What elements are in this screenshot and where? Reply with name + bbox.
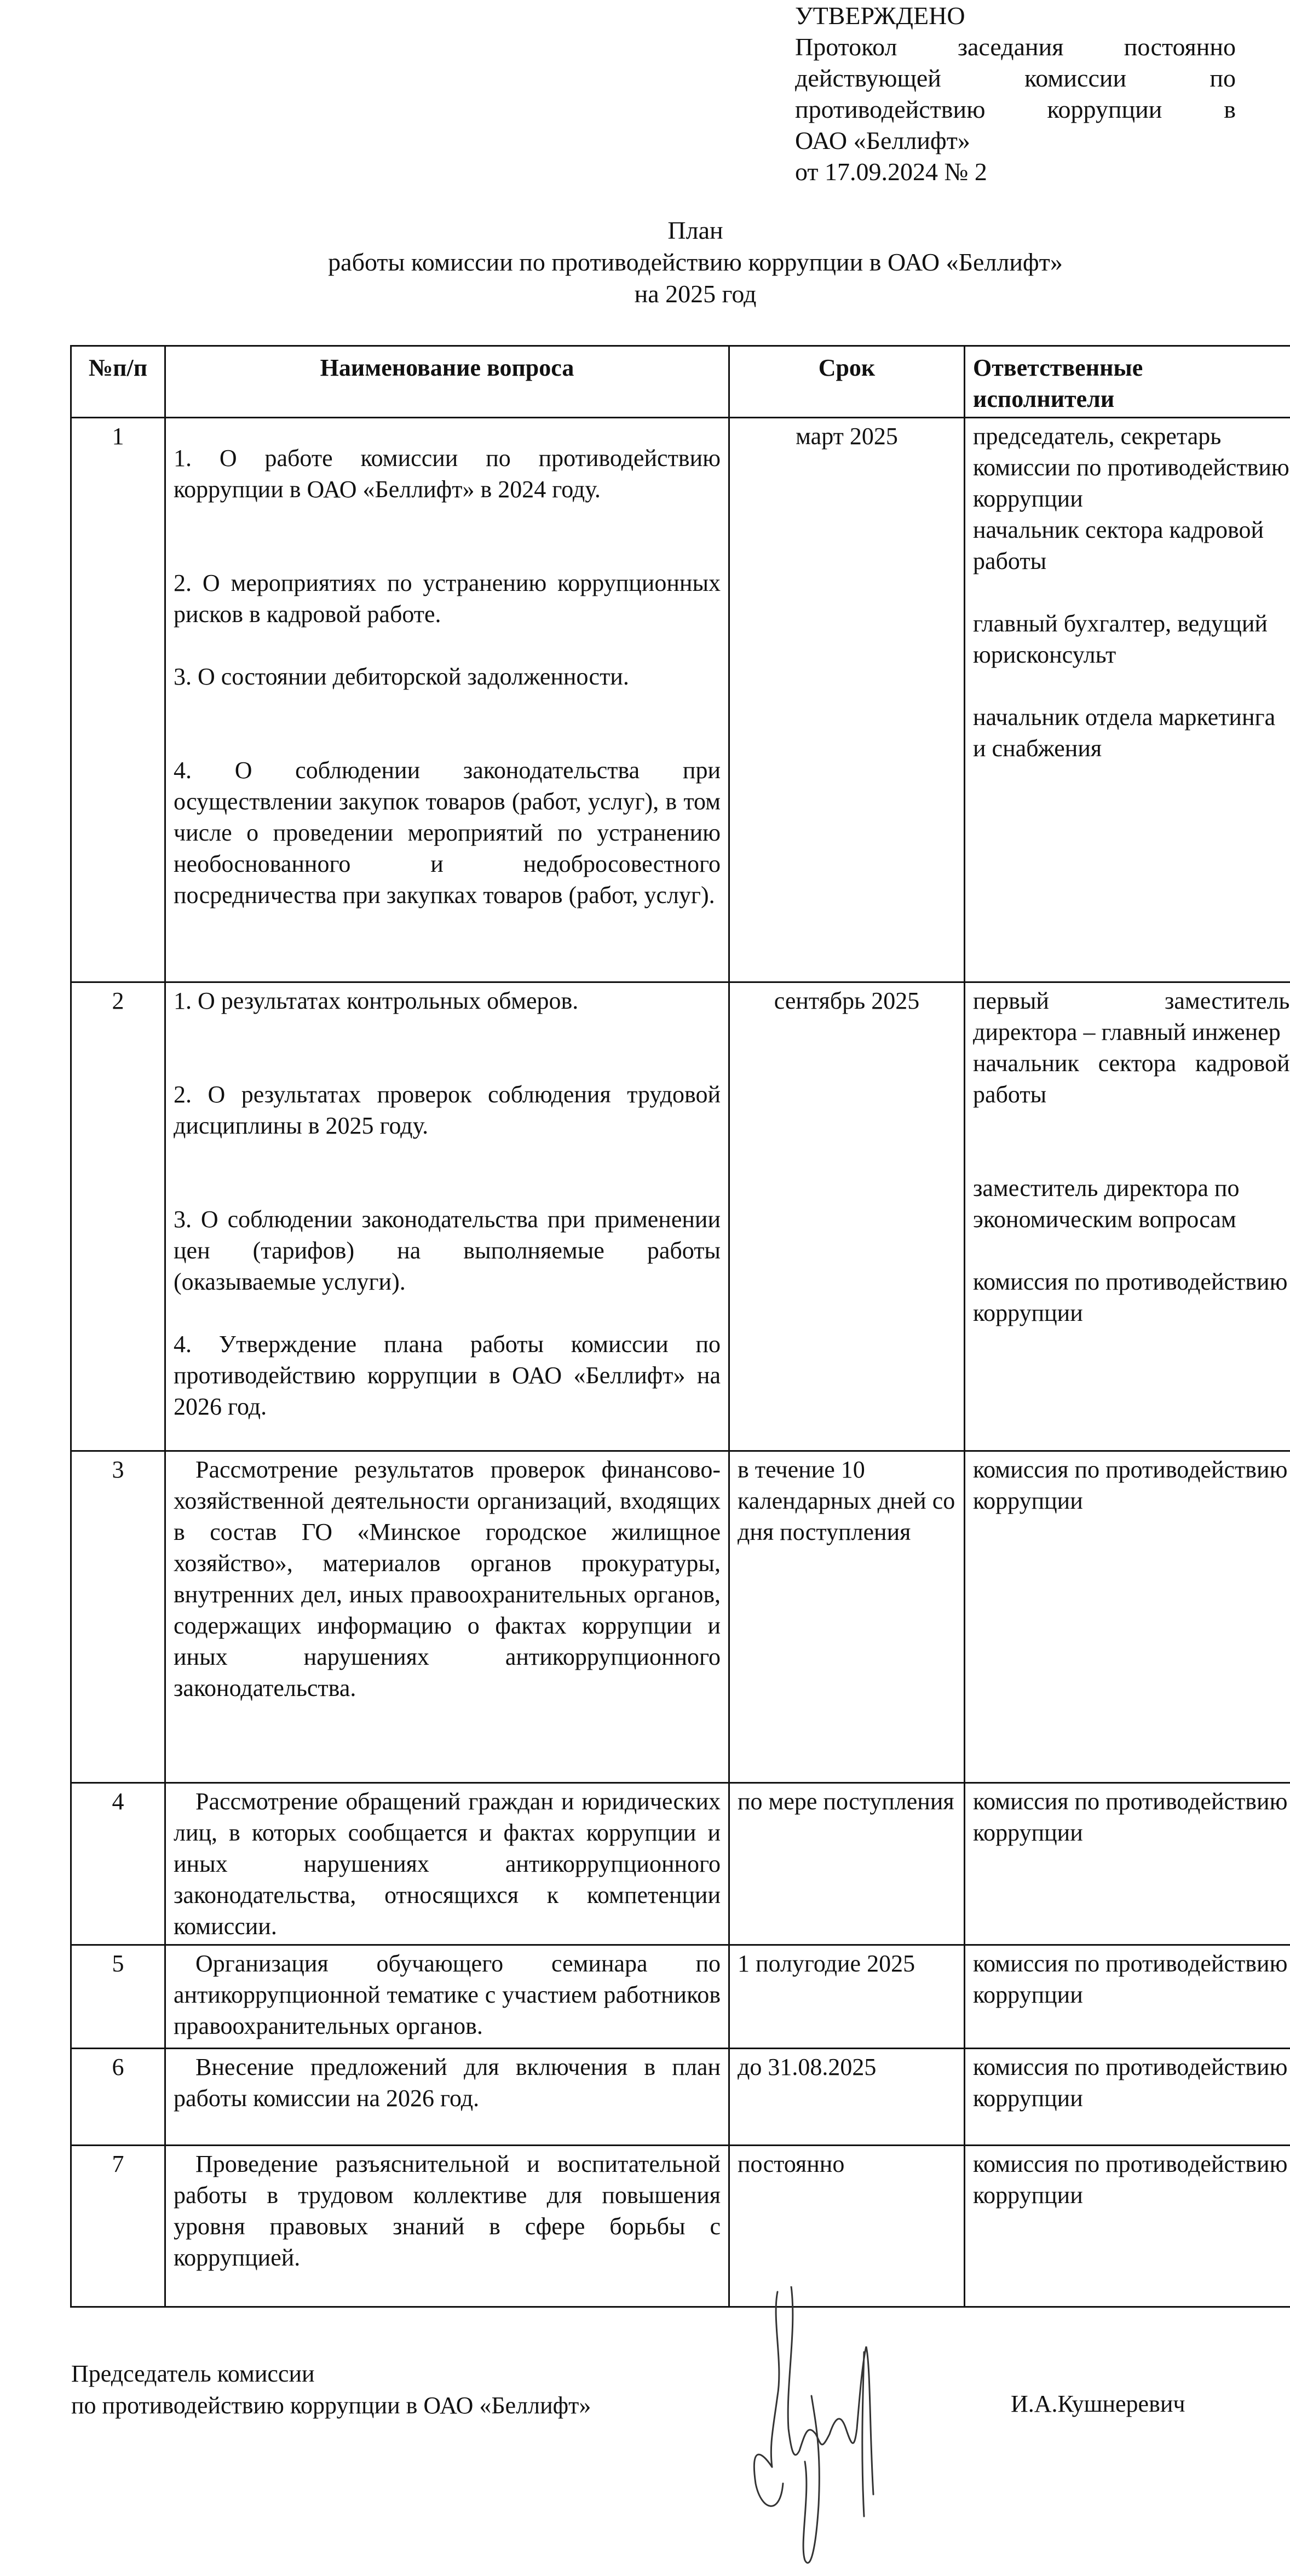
question-item: Организация обучающего семинара по антикоррупционной тематике с участием работников правоохранительных органов. [174,1950,721,2039]
table-row [71,2146,1290,2307]
question-item: Проведение разъяснительной и воспитательной работы в трудовом коллективе для повышения уровня правовых знаний в сфере борьбы с коррупцией. [174,2150,721,2271]
row-responsible: комиссия по противодействию коррупции [965,2146,1290,2307]
row-question [165,2049,729,2146]
question-item: 2. О мероприятиях по устранению коррупционных рисков в кадровой работе. [174,570,721,628]
responsible-item: первый заместитель директора – главный инженер [973,987,1290,1045]
signature-block [71,2358,591,2422]
row-question [165,1783,729,1945]
header-question: Наименование вопроса [165,346,729,418]
row-number: 5 [71,1945,165,2049]
question-item: 2. О результатах проверок соблюдения трудовой дисциплины в 2025 году. [174,1081,721,1139]
signer-role-line-2: по противодействию коррупции в ОАО «Беллифт» [71,2392,591,2419]
approval-stamp [795,0,1236,187]
row-question [165,418,729,982]
title-line-3: на 2025 год [634,280,757,308]
approval-heading: УТВЕРЖДЕНО [795,2,965,30]
table-row [71,2049,1290,2146]
approval-line: действующей комиссии по [795,64,1236,92]
approval-line: Протокол заседания постоянно [795,33,1236,61]
row-number: 7 [71,2146,165,2307]
row-responsible: комиссия по противодействию коррупции [965,1783,1290,1945]
question-item: Внесение предложений для включения в план работы комиссии на 2026 год. [174,2054,721,2112]
row-term: в течение 10 календарных дней со дня поступления [729,1451,965,1783]
question-item: 1. О результатах контрольных обмеров. [174,987,579,1014]
table-row [71,1783,1290,1945]
row-responsible: комиссия по противодействию коррупции [965,2049,1290,2146]
question-item: 4. Утверждение плана работы комиссии по противодействию коррупции в ОАО «Беллифт» на 2026 год. [174,1331,721,1420]
row-term: март 2025 [729,418,965,982]
table-row [71,1451,1290,1783]
handwritten-signature-icon [739,2286,947,2571]
row-term: сентябрь 2025 [729,982,965,1451]
question-item: 1. О работе комиссии по противодействию коррупции в ОАО «Беллифт» в 2024 году. [174,445,721,503]
responsible-item: комиссия по противодействию коррупции [973,1268,1288,1326]
table-row [71,982,1290,1451]
title-line-1: План [667,216,723,244]
responsible-item: начальник отдела маркетинга и снабжения [973,704,1276,762]
row-term: постоянно [729,2146,965,2307]
row-number: 4 [71,1783,165,1945]
row-question [165,1945,729,2049]
title-line-2: работы комиссии по противодействию коррупции в ОАО «Беллифт» [328,248,1063,276]
row-responsible: комиссия по противодействию коррупции [965,1451,1290,1783]
table-row [71,418,1290,982]
header-term: Срок [729,346,965,418]
approval-line: ОАО «Беллифт» [795,127,970,154]
row-responsible [965,418,1290,982]
row-term: 1 полугодие 2025 [729,1945,965,2049]
responsible-item: председатель, секретарь комиссии по противодействию коррупции [973,423,1289,512]
approval-line: противодействию коррупции в [795,95,1236,123]
signer-role-line-1: Председатель комиссии [71,2360,315,2387]
question-item: 3. О соблюдении законодательства при применении цен (тарифов) на выполняемые работы (оказываемые услуги). [174,1206,721,1295]
question-item: 3. О состоянии дебиторской задолженности. [174,663,629,690]
row-question [165,2146,729,2307]
approval-date: от 17.09.2024 № 2 [795,158,987,186]
header-responsible: Ответственные исполнители [965,346,1290,418]
question-item: 4. О соблюдении законодательства при осуществлении закупок товаров (работ, услуг), в том числе о проведении мероприятий по устранению необоснованного и недобросовестного посредничества при закупках товаров (работ, услуг). [174,757,721,909]
row-number: 3 [71,1451,165,1783]
row-term: по мере поступления [729,1783,965,1945]
table-header-row [71,346,1290,418]
row-number: 2 [71,982,165,1451]
responsible-item: начальник сектора кадровой работы [973,1050,1290,1108]
table-row [71,1945,1290,2049]
question-item: Рассмотрение результатов проверок финансово-хозяйственной деятельности организаций, входящих в состав ГО «Минское городское жилищное хозяйство», материалов органов прокуратуры, внутренних дел, иных правоохранительных органов, содержащих информацию о фактах коррупции и иных нарушениях антикоррупционного законодательства. [174,1456,721,1701]
row-responsible [965,982,1290,1451]
row-responsible: комиссия по противодействию коррупции [965,1945,1290,2049]
question-item: Рассмотрение обращений граждан и юридических лиц, в которых сообщается и фактах коррупции и иных нарушениях антикоррупционного законодательства, относящихся к компетенции комиссии. [174,1788,721,1940]
document-title [164,215,1226,310]
row-question [165,982,729,1451]
signer-name: И.А.Кушнеревич [1011,2390,1185,2417]
row-term: до 31.08.2025 [729,2049,965,2146]
responsible-item: главный бухгалтер, ведущий юрисконсульт [973,610,1268,668]
row-question [165,1451,729,1783]
responsible-item: начальник сектора кадровой работы [973,516,1264,574]
plan-table [70,345,1290,2308]
row-number: 6 [71,2049,165,2146]
row-number: 1 [71,418,165,982]
header-num: №п/п [71,346,165,418]
responsible-item: заместитель директора по экономическим вопросам [973,1175,1240,1233]
